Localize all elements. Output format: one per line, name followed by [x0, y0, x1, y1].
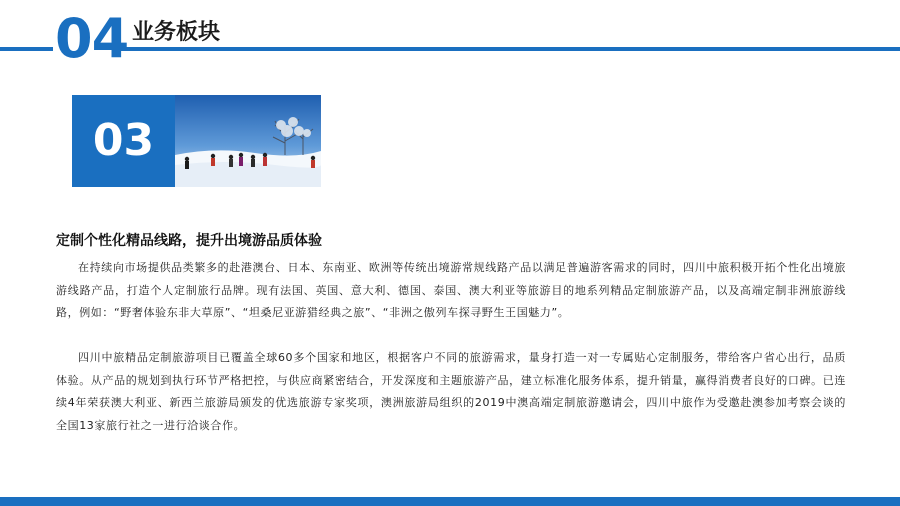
paragraph-1: 在持续向市场提供品类繁多的赴港澳台、日本、东南亚、欧洲等传统出境游常规线路产品以满足普遍游客需求的同时，四川中旅积极开拓个性化出境旅游线路产品，打造个人定制旅行品牌。现有法国、英国、意大利、德国、泰国、澳大利亚等旅游目的地系列精品定制旅游产品，以及高端定制非洲旅游线路，例如：“野奢体验东非大草原”、“坦桑尼亚游猎经典之旅”、“非洲之傲列车探寻野生王国魅力”。 — [56, 261, 846, 319]
card-number: 03 — [72, 95, 175, 187]
snow-travel-illustration — [175, 95, 321, 187]
header-rule-left — [0, 47, 53, 51]
section-title: 业务板块 — [132, 20, 221, 45]
section-card — [72, 95, 321, 187]
paragraph-2: 四川中旅精品定制旅游项目已覆盖全球60多个国家和地区，根据客户不同的旅游需求，量身打造一对一专属贴心定制服务，带给客户省心出行，品质体验。从产品的规划到执行环节严格把控，与供应商紧密结合，开发深度和主题旅游产品，建立标准化服务体系，提升销量，赢得消费者良好的口碑。已连续4年荣获澳大利亚、新西兰旅游局颁发的优选旅游专家奖项，澳洲旅游局组织的2019中澳高端定制旅游邀请会，四川中旅作为受邀赴澳参加考察会谈的全国13家旅行社之一进行洽谈合作。 — [56, 351, 846, 432]
footer-bar — [0, 497, 900, 506]
content-heading: 定制个性化精品线路，提升出境游品质体验 — [56, 233, 322, 249]
header-rule-right — [118, 47, 900, 51]
section-number: 04 — [55, 7, 129, 70]
snow-travel-photo — [175, 95, 321, 187]
